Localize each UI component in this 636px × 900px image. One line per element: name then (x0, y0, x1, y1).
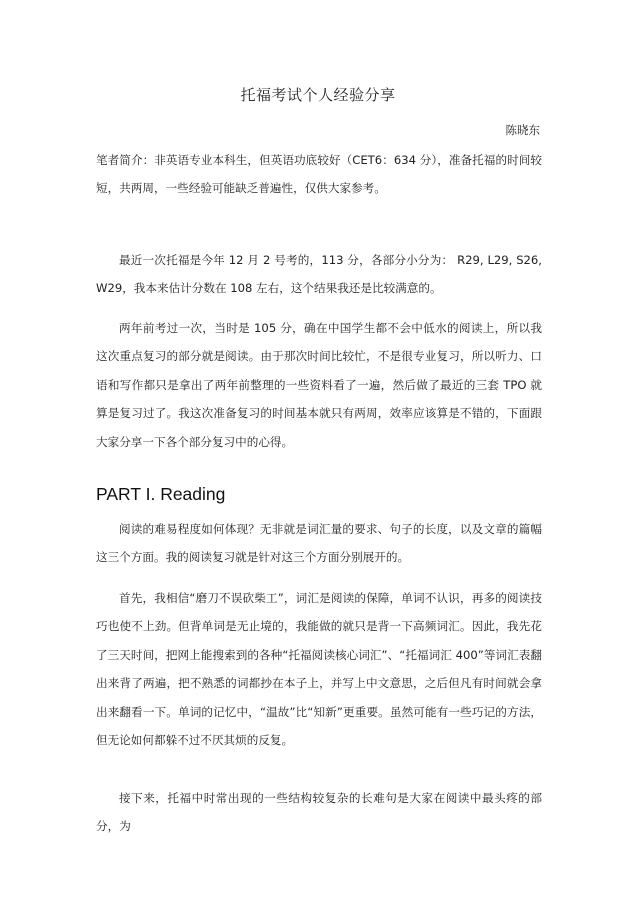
author-intro-paragraph: 笔者简介：非英语专业本科生，但英语功底较好（CET6：634 分），准备托福的时间较短，共两周，一些经验可能缺乏普遍性，仅供大家参考。 (96, 153, 542, 196)
reading-paragraph-3: 接下来，托福中时常出现的一些结构较复杂的长难句是大家在阅读中最头疼的部分，为 (96, 791, 542, 834)
reading-paragraph-2: 首先，我相信“磨刀不误砍柴工”，词汇是阅读的保障，单词不认识，再多的阅读技巧也使不上劲。但背单词是无止境的，我能做的就只是背一下高频词汇。因此，我先花了三天时间，把网上能搜索到的各种“托福阅读核心词汇”、“托福词汇 400”等词汇表翻出来背了两遍，把不熟悉的词都抄在本子上，并写上中文意思，之后但凡有时间就会拿出来翻看一下。单词的记忆中，“温故”比“知新”更重要。虽然可能有一些巧记的方法，但无论如何都躲不过不厌其烦的反复。 (96, 591, 542, 748)
background-paragraph: 两年前考过一次，当时是 105 分，确在中国学生都不会中低水的阅读上，所以我这次重点复习的部分就是阅读。由于那次时间比较忙，不是很专业复习，所以听力、口语和写作都只是拿出了两年前整理的一些资料看了一遍，然后做了最近的三套 TPO 就算是复习过了。我这次准备复习的时间基本就只有两周，效率应该算是不错的，下面跟大家分享一下各个部分复习中的心得。 (96, 321, 542, 449)
author-name: 陈晓东 (505, 123, 540, 137)
section-heading-reading: PART I. Reading (96, 484, 226, 504)
score-paragraph: 最近一次托福是今年 12 月 2 号考的，113 分，各部分小分为： R29, L29, S26, W29，我本来估计分数在 108 左右，这个结果我还是比较满意的。 (96, 253, 542, 296)
document-title: 托福考试个人经验分享 (240, 86, 396, 104)
reading-paragraph-1: 阅读的难易程度如何体现？无非就是词汇量的要求、句子的长度，以及文章的篇幅这三个方面。我的阅读复习就是针对这三个方面分别展开的。 (96, 522, 542, 565)
